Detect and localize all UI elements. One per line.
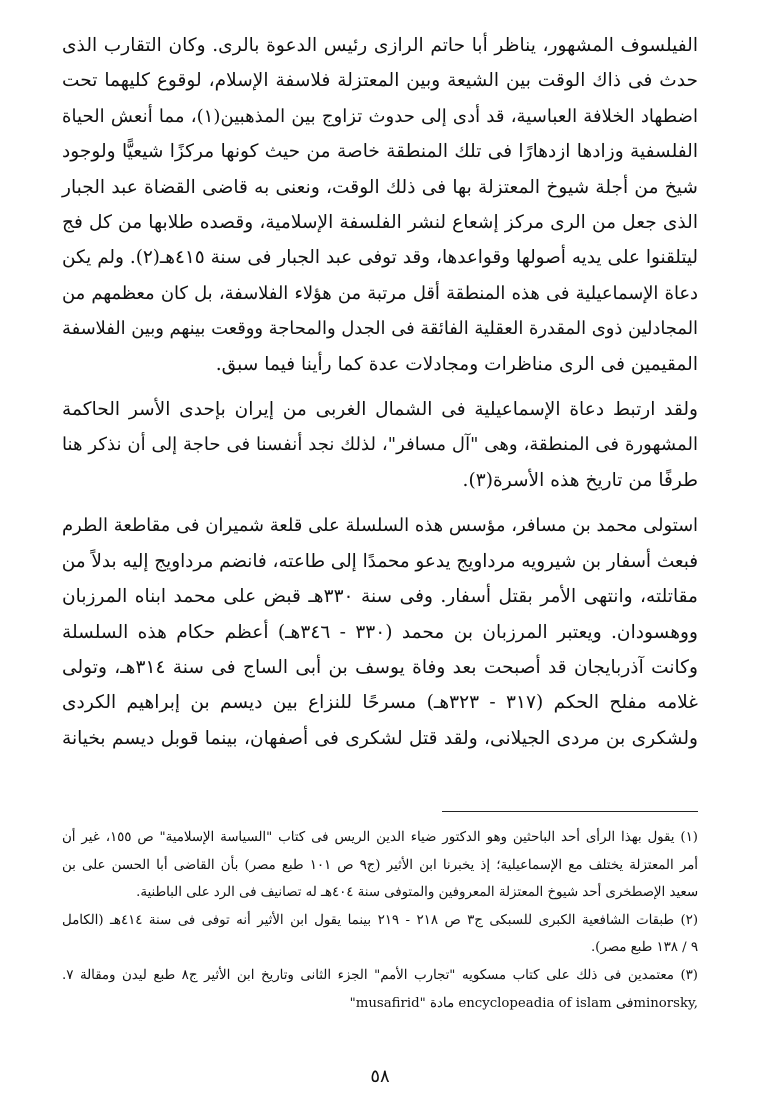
footnote-fi: فى — [615, 995, 634, 1011]
text-line: المقيمين فى الرى مناظرات ومجادلات عدة كما رأينا فيما سبق. — [215, 353, 698, 375]
text-line: مقاتلته، وانتهى الأمر بقتل أسفار. وفى سنة ٣٣٠هـ قبض على محمد ابناه المرزبان — [62, 586, 698, 608]
text-line: شيخ من أجلة شيوخ المعتزلة بها فى ذلك الوقت، ونعنى به قاضى القضاة عبد الجبار — [62, 176, 698, 198]
footnote-work: encyclopeadia of islam — [458, 995, 612, 1011]
paragraph-1 — [62, 28, 698, 382]
footnote-1 — [62, 824, 698, 907]
text-line: طرفًا من تاريخ هذه الأسرة(٣). — [462, 469, 698, 491]
footnote-line: ٩ / ١٣٨ طبع مصر). — [590, 940, 698, 956]
footnote-madda: مادة — [430, 995, 455, 1011]
text-line: دعاة الإسماعيلية فى هذه المنطقة أقل مرتبة من هؤلاء الفلاسفة، بل كان معظمهم من — [62, 282, 698, 304]
text-line: اضطهاد الخلافة العباسية، قد أدى إلى حدوث تزاوج بين المذهبين(١)، مما أنعش الحياة — [62, 105, 698, 127]
footnotes — [62, 824, 698, 1017]
footnote-entry: "musafirid" — [349, 995, 426, 1011]
page-number: ٥٨ — [370, 1066, 390, 1087]
text-line: ولشكرى بن مردى الجيلانى، ولقد قتل لشكرى فى أصفهان، بينما قوبل ديسم بخيانة — [62, 727, 698, 749]
text-line: المشهورة فى المنطقة، وهى "آل مسافر"، لذلك نجد أنفسنا فى حاجة إلى أن نذكر هنا — [62, 434, 698, 456]
text-line: فبعث أسفار بن شيرويه مرداويج يدعو محمدًا إلى طاعته، فانضم مرداويج إليه بدلاً من — [61, 550, 698, 572]
paragraph-3 — [62, 508, 698, 756]
book-page — [61, 28, 699, 1087]
text-line: ليتلقنوا على يديه أصولها وقواعدها، وقد توفى عبد الجبار فى سنة ٤١٥هـ(٢). ولم يكن — [62, 247, 698, 269]
footnote-line: أمر المعتزلة يختلف مع الإسماعيلية؛ إذ يخبرنا ابن الأثير (ج٩ ص ١٠١ طبع مصر) بأن القاضى أبا الحسن على بن — [62, 857, 698, 873]
text-line: ووهسودان. ويعتبر المرزبان بن محمد (٣٣٠ - ٣٤٦هـ) أعظم حكام هذه السلسلة — [62, 621, 698, 643]
footnote-latin-line — [62, 990, 698, 1018]
footnote-line: سعيد الإصطخرى أحد شيوخ المعتزلة المعروفين والمتوفى سنة ٤٠٤هـ له تصانيف فى الرد على الباطنية. — [136, 885, 698, 901]
text-line: الفلسفية وزادها ازدهارًا فى تلك المنطقة خاصة من حيث كونها مركزًا شيعيًّا ولوجود — [62, 141, 698, 163]
text-line: المجادلين ذوى المقدرة العقلية الفائقة فى الجدل والمحاجة ووقعت بينهم وبين الفلاسفة — [62, 318, 698, 340]
text-line: استولى محمد بن مسافر، مؤسس هذه السلسلة على قلعة شميران فى مقاطعة الطرم — [62, 515, 698, 537]
text-line: الذى جعل من الرى مركز إشعاع لنشر الفلسفة الإسلامية، وقصده طلابها من كل فج — [62, 212, 698, 234]
text-line: حدث فى ذاك الوقت بين الشيعة وبين المعتزلة فلاسفة الإسلام، لوقوع كليهما تحت — [62, 70, 698, 92]
footnote-author: minorsky, — [633, 995, 698, 1011]
text-line: وكانت آذربايجان قد أصبحت بعد وفاة يوسف بن أبى الساج فى سنة ٣١٤هـ، وتولى — [62, 656, 698, 678]
footnote-divider — [442, 811, 698, 812]
footnote-line: (٢) طبقات الشافعية الكبرى للسبكى ج٣ ص ٢١٨ - ٢١٩ بينما يقول ابن الأثير أنه توفى فى سنة ٤١٤هـ (الكامل — [62, 912, 699, 928]
paragraph-2 — [62, 392, 698, 498]
footnote-3 — [62, 962, 698, 1017]
text-line: ولقد ارتبط دعاة الإسماعيلية فى الشمال الغربى من إيران بإحدى الأسر الحاكمة — [62, 399, 698, 421]
footnote-line: (٣) معتمدين فى ذلك على كتاب مسكويه "تجارب الأمم" الجزء الثانى وتاريخ ابن الأثير ج٨ طبع ليدن ومقالة ٧. — [62, 967, 698, 983]
footnote-2 — [62, 907, 698, 962]
text-line: غلامه مفلح الحكم (٣١٧ - ٣٢٣هـ) مسرحًا للنزاع بين ديسم بن إبراهيم الكردى — [62, 692, 698, 714]
footnote-line: (١) يقول بهذا الرأى أحد الباحثين وهو الدكتور ضياء الدين الريس فى كتاب "السياسة الإسلامية" ص ١٥٥، غير أن — [62, 830, 698, 845]
text-line: الفيلسوف المشهور، يناظر أبا حاتم الرازى رئيس الدعوة بالرى. وكان التقارب الذى — [62, 35, 698, 56]
